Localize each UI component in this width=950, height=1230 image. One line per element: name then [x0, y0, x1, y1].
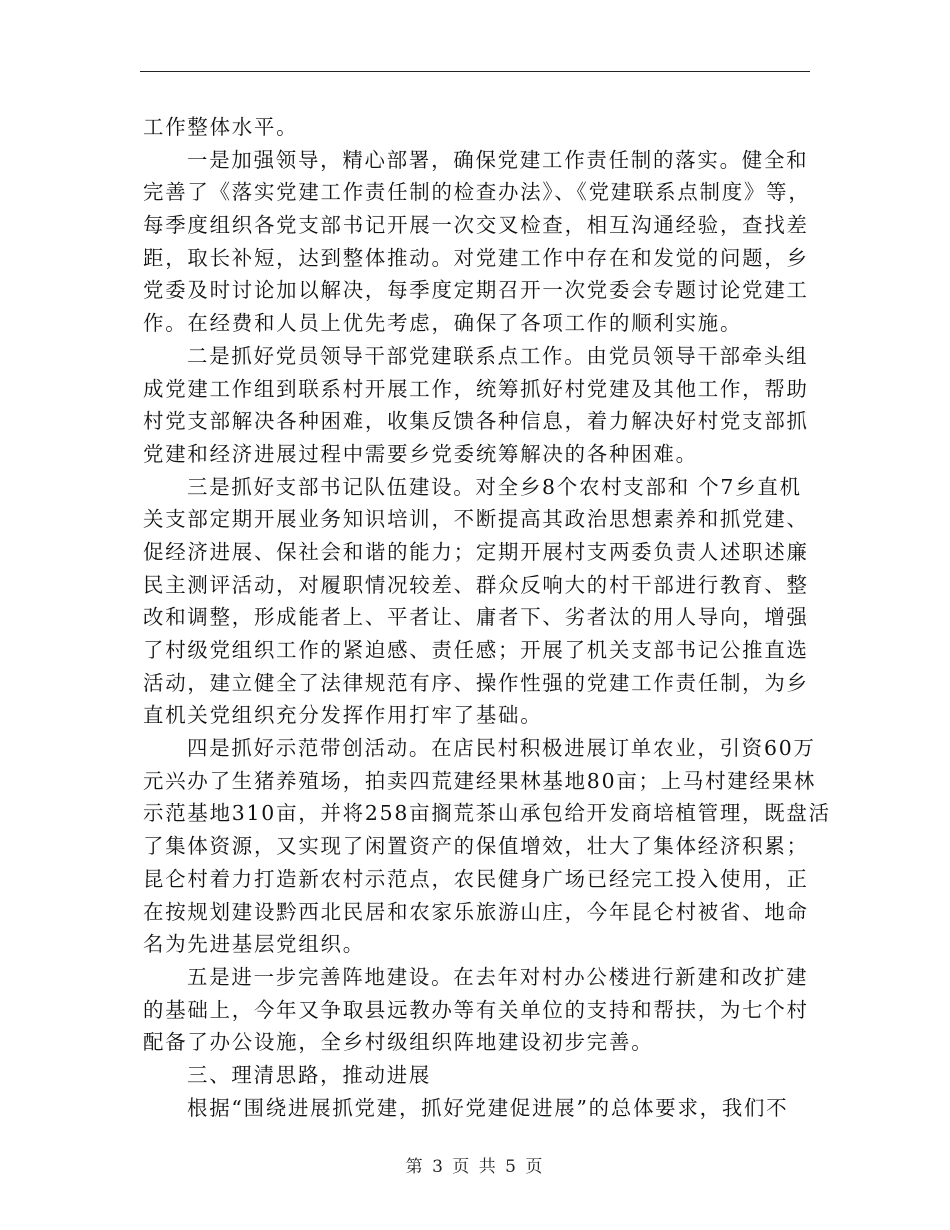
text-line: 元兴办了生猪养殖场，拍卖四荒建经果林基地80亩；上马村建经果林 — [143, 768, 817, 793]
text-line: 党建和经济进展过程中需要乡党委统筹解决的各种困难。 — [143, 441, 698, 466]
section-heading: 三、理清思路，推动进展 — [187, 1062, 432, 1087]
text-line: 昆仑村着力打造新农村示范点，农民健身广场已经完工投入使用，正 — [143, 866, 809, 891]
text-line: 了集体资源，又实现了闲置资产的保值增效，壮大了集体经济积累； — [143, 834, 809, 859]
text-line: 民主测评活动，对履职情况较差、群众反响大的村干部进行教育、整 — [143, 572, 809, 597]
text-line: 村党支部解决各种困难，收集反馈各种信息，着力解决好村党支部抓 — [143, 409, 809, 434]
text-line: 配备了办公设施，全乡村级组织阵地建设初步完善。 — [143, 1030, 654, 1055]
text-line: 了村级党组织工作的紧迫感、责任感；开展了机关支部书记公推直选 — [143, 638, 809, 662]
text-line: 促经济进展、保社会和谐的能力；定期开展村支两委负责人述职述廉 — [143, 539, 809, 564]
text-line: 改和调整，形成能者上、平者让、庸者下、劣者汰的用人导向，增强 — [143, 605, 809, 630]
text-line: 成党建工作组到联系村开展工作，统筹抓好村党建及其他工作，帮助 — [143, 376, 809, 401]
text-line: 二是抓好党员领导干部党建联系点工作。由党员领导干部牵头组 — [187, 343, 809, 368]
text-line: 根据“围绕进展抓党建，抓好党建促进展”的总体要求，我们不 — [187, 1095, 789, 1120]
text-line: 直机关党组织充分发挥作用打牢了基础。 — [143, 703, 543, 728]
text-line: 距，取长补短，达到整体推动。对党建工作中存在和发觉的问题，乡 — [143, 245, 809, 270]
text-line: 关支部定期开展业务知识培训，不断提高其政治思想素养和抓党建、 — [143, 507, 809, 532]
text-line: 作。在经费和人员上优先考虑，确保了各项工作的顺利实施。 — [143, 311, 743, 336]
text-line: 在按规划建设黔西北民居和农家乐旅游山庄，今年昆仑村被省、地命 — [143, 899, 809, 924]
text-line: 工作整体水平。 — [143, 115, 299, 139]
text-line: 党委及时讨论加以解决，每季度定期召开一次党委会专题讨论党建工 — [143, 278, 809, 303]
text-line: 四是抓好示范带创活动。在店民村积极进展订单农业，引资60万 — [187, 736, 816, 761]
text-line: 每季度组织各党支部书记开展一次交叉检查，相互沟通经验，查找差 — [143, 213, 809, 238]
header-rule — [140, 71, 810, 72]
text-line: 名为先进基层党组织。 — [143, 932, 365, 957]
text-line: 的基础上，今年又争取县远教办等有关单位的支持和帮扶，为七个村 — [143, 997, 809, 1022]
text-line: 完善了《落实党建工作责任制的检查办法》、《党建联系点制度》等， — [143, 180, 811, 205]
text-line: 一是加强领导，精心部署，确保党建工作责任制的落实。健全和 — [187, 147, 809, 172]
text-line: 五是进一步完善阵地建设。在去年对村办公楼进行新建和改扩建 — [187, 964, 809, 989]
page-number-footer: 第 3 页 共 5 页 — [405, 1157, 545, 1177]
text-line: 三是抓好支部书记队伍建设。对全乡8个农村支部和 个7乡直机 — [187, 474, 802, 499]
text-line: 示范基地310亩，并将258亩搁荒茶山承包给开发商培植管理，既盘活 — [143, 801, 831, 826]
body-text — [143, 111, 831, 1124]
text-line: 活动，建立健全了法律规范有序、操作性强的党建工作责任制，为乡 — [143, 670, 809, 695]
